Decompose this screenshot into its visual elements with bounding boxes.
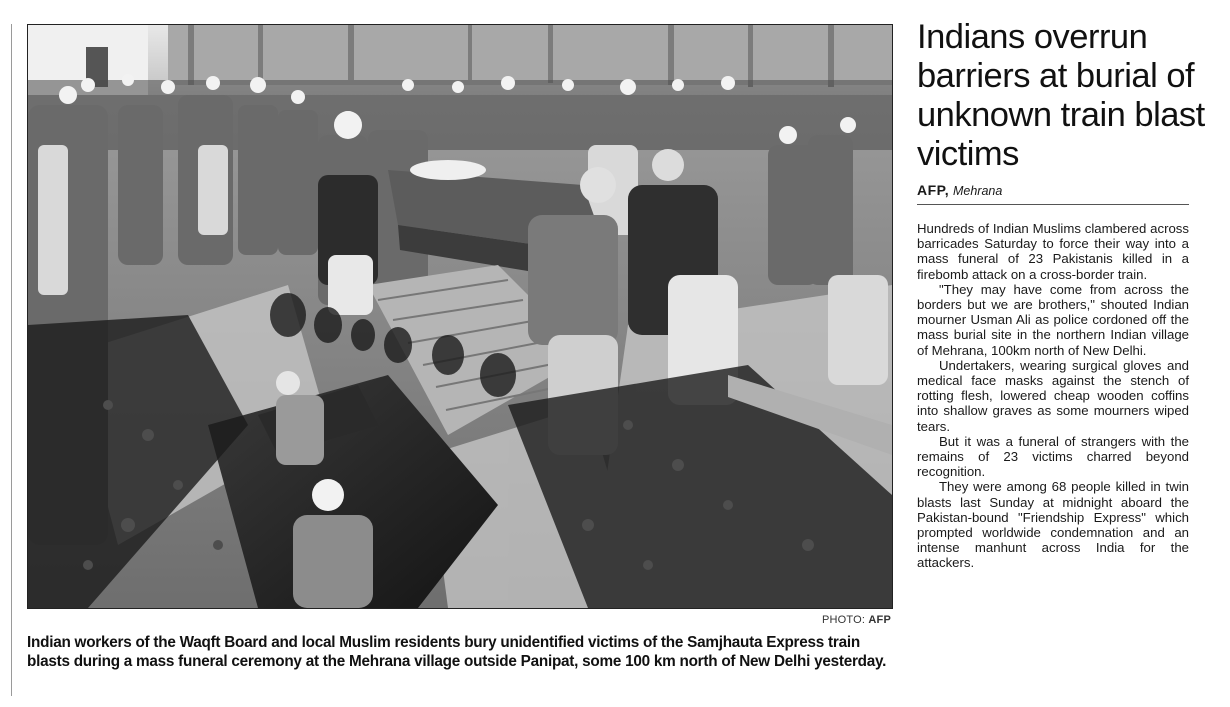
article-paragraph: Hundreds of Indian Muslims clambered across barricades Saturday to force their way into a mass funeral of 23 Pakistanis killed in a firebomb attack on a cross-border train. bbox=[917, 221, 1189, 282]
photo-credit bbox=[27, 614, 891, 626]
article-paragraph: They were among 68 people killed in twin blasts last Sunday at midnight aboard the Pakistan-bound "Friendship Express" which prompted worldwide condemnation and an intense manhunt across India for the attackers. bbox=[917, 479, 1189, 571]
photo-credit-prefix: PHOTO: bbox=[821, 614, 866, 626]
article-paragraph: "They may have come from across the borders but we are brothers," shouted Indian mourner Usman Ali as police cordoned off the mass burial site in the northern Indian village of Mehrana, 100km north of New Delhi. bbox=[917, 281, 1189, 358]
byline-place: Mehrana bbox=[952, 184, 1003, 198]
article-paragraph: But it was a funeral of strangers with the remains of 23 victims charred beyond recognition. bbox=[917, 433, 1189, 480]
news-photo bbox=[27, 24, 893, 609]
burial-scene-photo bbox=[28, 25, 892, 608]
photo-caption: Indian workers of the Waqft Board and local Muslim residents bury unidentified victims of the Samjhauta Express train blasts during a mass funeral ceremony at the Mehrana village outside Panipat, some 100 km north of New Delhi yesterday. bbox=[27, 634, 887, 670]
article-body bbox=[917, 221, 1189, 571]
byline-agency: AFP, bbox=[917, 182, 950, 198]
article-byline bbox=[917, 181, 1189, 205]
photo-credit-agency: AFP bbox=[868, 614, 891, 626]
column-rule bbox=[11, 24, 12, 696]
article-headline: Indians overrun barriers at burial of unknown train blast victims bbox=[917, 18, 1205, 173]
article-paragraph: Undertakers, wearing surgical gloves and medical face masks against the stench of rotting flesh, lowered cheap wooden coffins into shallow graves as some mourners wiped tears. bbox=[917, 357, 1189, 434]
